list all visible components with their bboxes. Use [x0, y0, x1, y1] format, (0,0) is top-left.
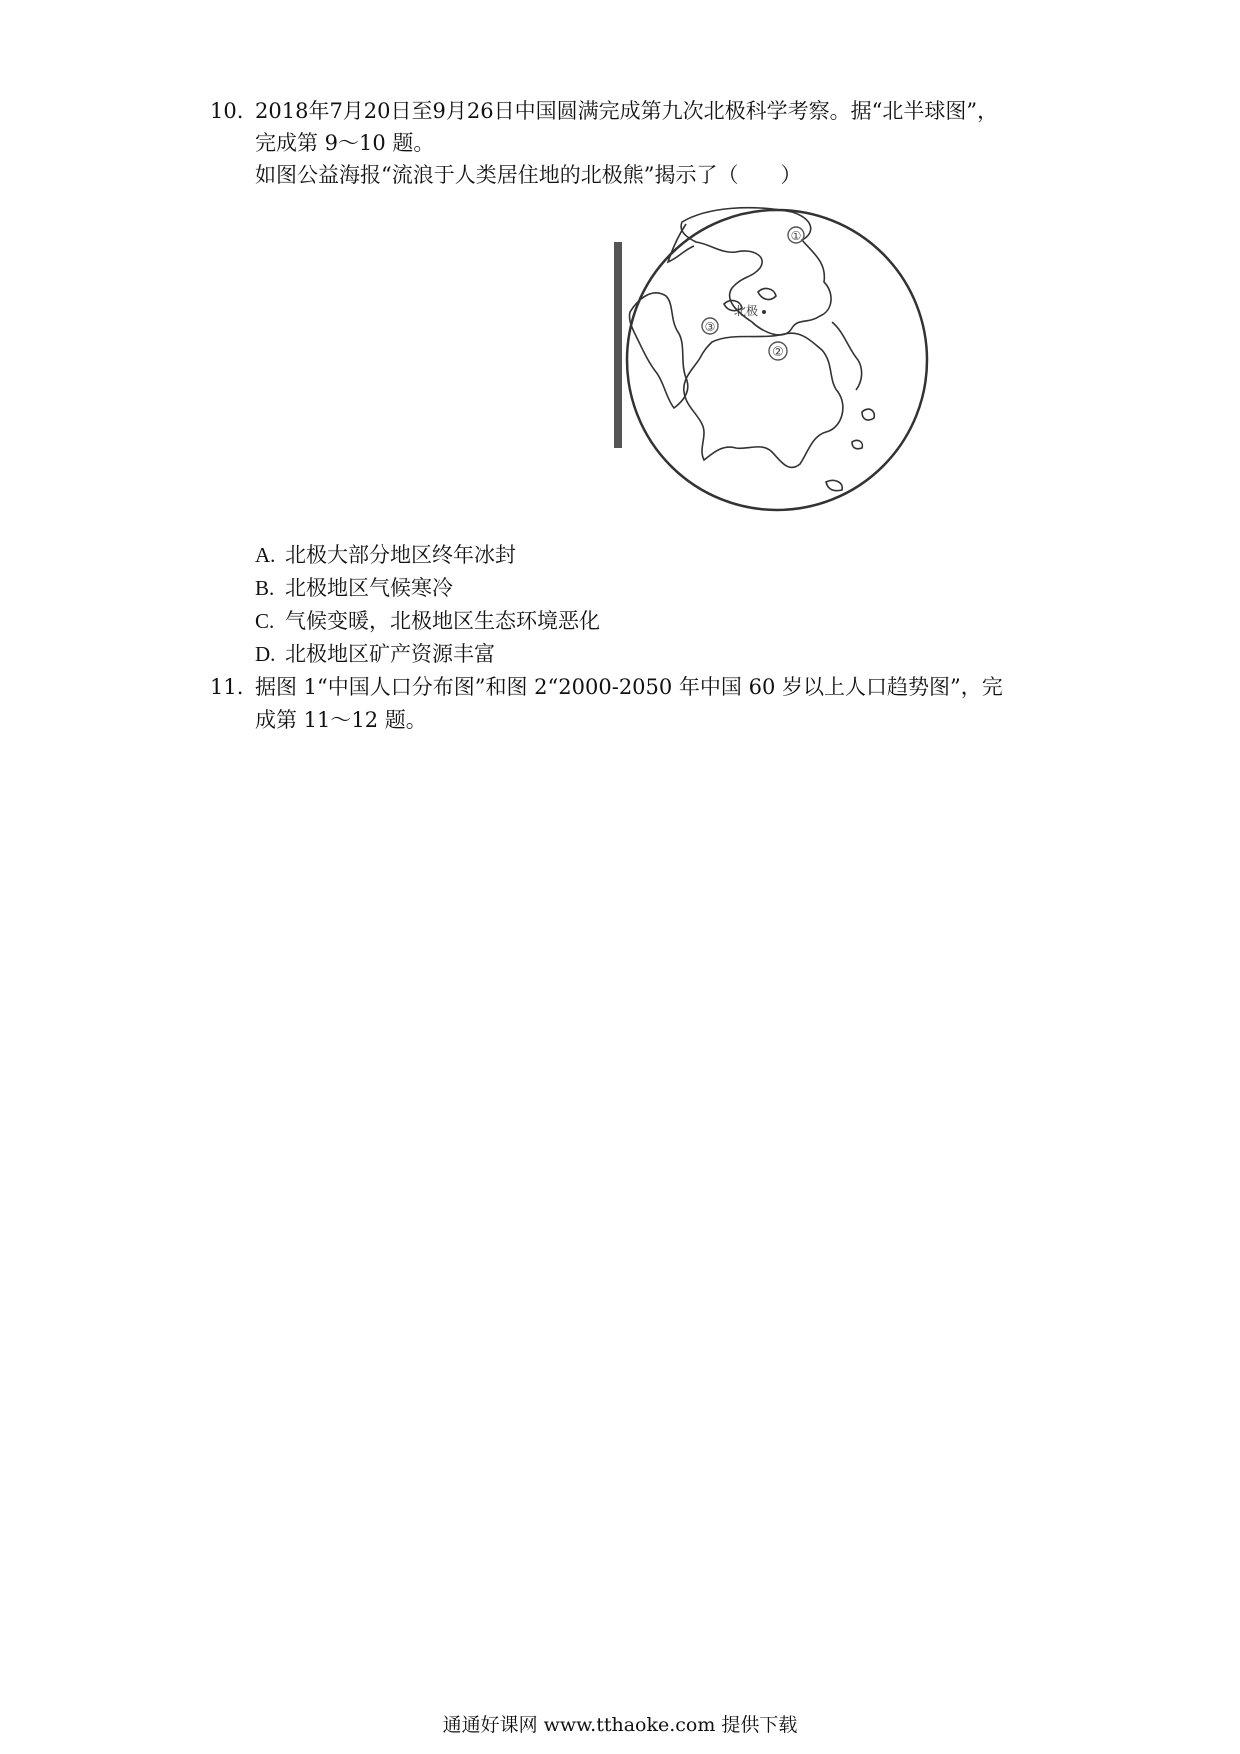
question-10-line-2: 完成第 9～10 题。: [255, 131, 435, 155]
page-footer: 通通好课网 www.tthaoke.com 提供下载: [442, 1714, 798, 1736]
option-c-text: 气候变暖，北极地区生态环境恶化: [285, 609, 600, 633]
option-d: [255, 644, 495, 665]
question-11-line-2: 成第 11～12 题。: [255, 708, 427, 732]
option-c: [255, 611, 600, 632]
option-c-letter: C.: [255, 609, 275, 633]
marker-3-label: ③: [704, 320, 716, 334]
option-a-letter: A.: [255, 543, 276, 567]
poster-vertical-bar: [614, 242, 622, 448]
option-b-letter: B.: [255, 576, 275, 600]
question-11-number: 11.: [210, 675, 244, 699]
option-d-letter: D.: [255, 642, 276, 666]
option-b: [255, 578, 453, 599]
option-d-text: 北极地区矿产资源丰富: [285, 642, 495, 666]
option-b-text: 北极地区气候寒冷: [285, 576, 453, 600]
question-10-number: 10.: [210, 99, 244, 123]
option-a-text: 北极大部分地区终年冰封: [285, 543, 516, 567]
question-10-line-3: 如图公益海报“流浪于人类居住地的北极熊”揭示了（ ）: [255, 163, 802, 187]
question-11-line-1: 据图 1“中国人口分布图”和图 2“2000-2050 年中国 60 岁以上人口趋势图”，完: [255, 675, 1003, 699]
north-pole-dot: [762, 310, 766, 314]
north-pole-label: 北极: [733, 304, 759, 318]
question-10-line-1: 2018年7月20日至9月26日中国圆满完成第九次北极科学考察。据“北半球图”，: [255, 99, 999, 123]
marker-2-label: ②: [772, 345, 784, 360]
option-a: [255, 545, 516, 566]
northern-hemisphere-map: [612, 192, 942, 516]
marker-1-label: ①: [790, 229, 802, 243]
